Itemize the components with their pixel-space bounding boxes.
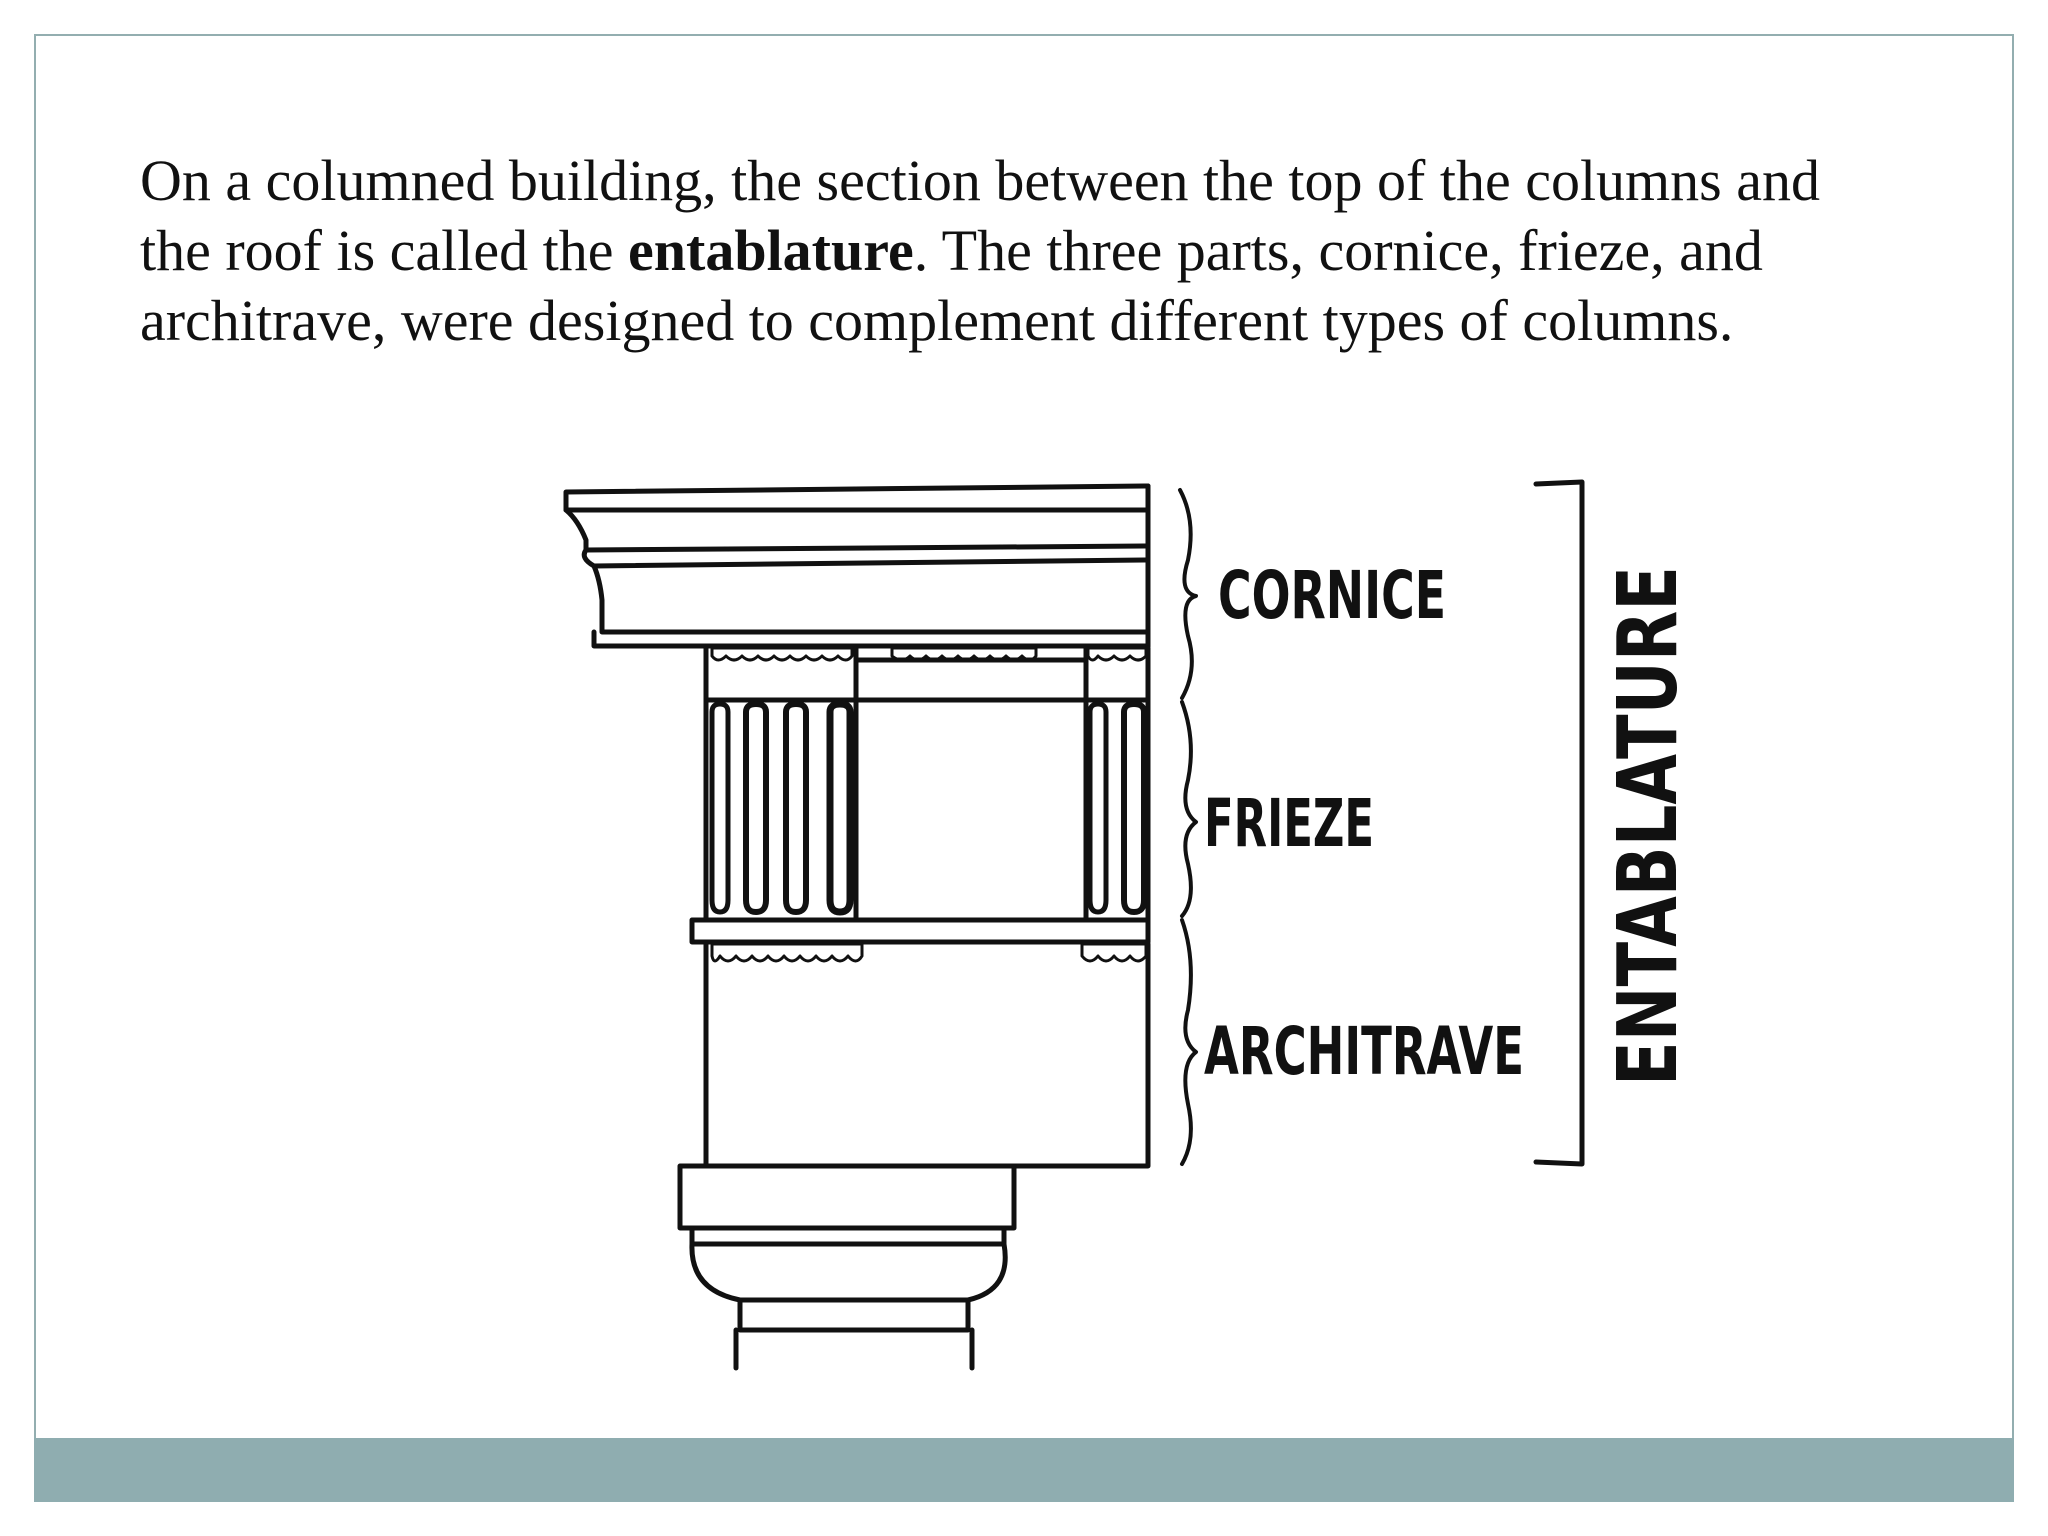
frieze-brace [1182, 702, 1196, 916]
description-text-before: On a columned building, the section between the top of the columns and the roof is called the [140, 148, 1820, 283]
frieze-drawing [692, 648, 1148, 942]
cornice-drawing [566, 486, 1148, 646]
architrave-brace [1182, 920, 1196, 1164]
architrave-drawing [706, 944, 1148, 1166]
entablature-label: ENTABLATURE [1601, 434, 1696, 1086]
cornice-brace [1180, 490, 1196, 698]
description-text-after: . The three parts, cornice, frieze, and architrave, were designed to complement different types of columns. [140, 218, 1763, 353]
column-capital-drawing [680, 1166, 1014, 1368]
entablature-term: entablature [628, 218, 914, 283]
frieze-label: FRIEZE [1204, 785, 1374, 862]
cornice-label: CORNICE [1218, 557, 1446, 634]
architrave-drip-row [712, 944, 1146, 961]
entablature-bracket [1536, 482, 1582, 1164]
architrave-label: ARCHITRAVE [1204, 1013, 1524, 1090]
